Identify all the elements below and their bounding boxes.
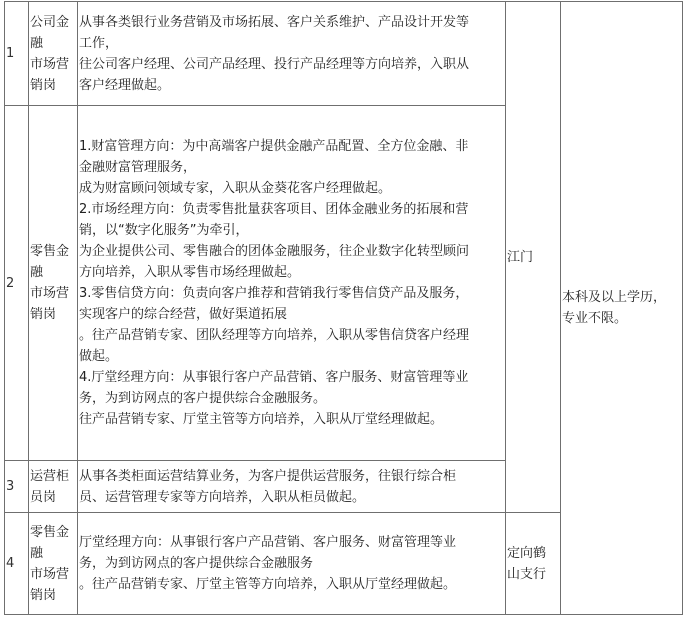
job-table — [4, 1, 683, 615]
table-row — [5, 2, 683, 106]
job-description: 从事各类柜面运营结算业务，为客户提供运营服务，往银行综合柜 员、运营管理专家等方向培养，入职从柜员做起。 — [78, 461, 506, 513]
position-name: 运营柜 员岗 — [29, 461, 78, 513]
row-number: 1 — [5, 2, 29, 106]
job-description: 厅堂经理方向：从事银行客户产品营销、客户服务、财富管理等业 务，为到访网点的客户提供综合金融服务 。往产品营销专家、厅堂主管等方向培养，入职从厅堂经理做起。 — [78, 513, 506, 615]
job-description: 1.财富管理方向：为中高端客户提供金融产品配置、全方位金融、非 金融财富管理服务， 成为财富顾问领域专家，入职从金葵花客户经理做起。 2.市场经理方向：负责零售批量获客项目、团体金融业务的拓展和营 销，以“数字化服务”为牵引， 为企业提供公司、零售融合的团体金融服务，往企业数字化转型顾问 方向培养，入职从零售市场经理做起。 3.零售信贷方向：负责向客户推荐和营销我行零售信贷产品及服务， 实现客户的综合经营，做好渠道拓展 。往产品营销专家、团队经理等方向培养，入职从零售信贷客户经理 做起。 4.厅堂经理方向：从事银行客户产品营销、客户服务、财富管理等业 务，为到访网点的客户提供综合金融服务。 往产品营销专家、厅堂主管等方向培养，入职从厅堂经理做起。 — [78, 106, 506, 461]
row-number: 4 — [5, 513, 29, 615]
position-name: 零售金 融 市场营 销岗 — [29, 513, 78, 615]
work-location: 江门 — [506, 2, 561, 513]
row-number: 3 — [5, 461, 29, 513]
work-location: 定向鹤 山支行 — [506, 513, 561, 615]
job-description: 从事各类银行业务营销及市场拓展、客户关系维护、产品设计开发等 工作， 往公司客户经理、公司产品经理、投行产品经理等方向培养，入职从 客户经理做起。 — [78, 2, 506, 106]
position-name: 公司金 融 市场营 销岗 — [29, 2, 78, 106]
requirement: 本科及以上学历， 专业不限。 — [561, 2, 683, 615]
row-number: 2 — [5, 106, 29, 461]
position-name: 零售金 融 市场营 销岗 — [29, 106, 78, 461]
